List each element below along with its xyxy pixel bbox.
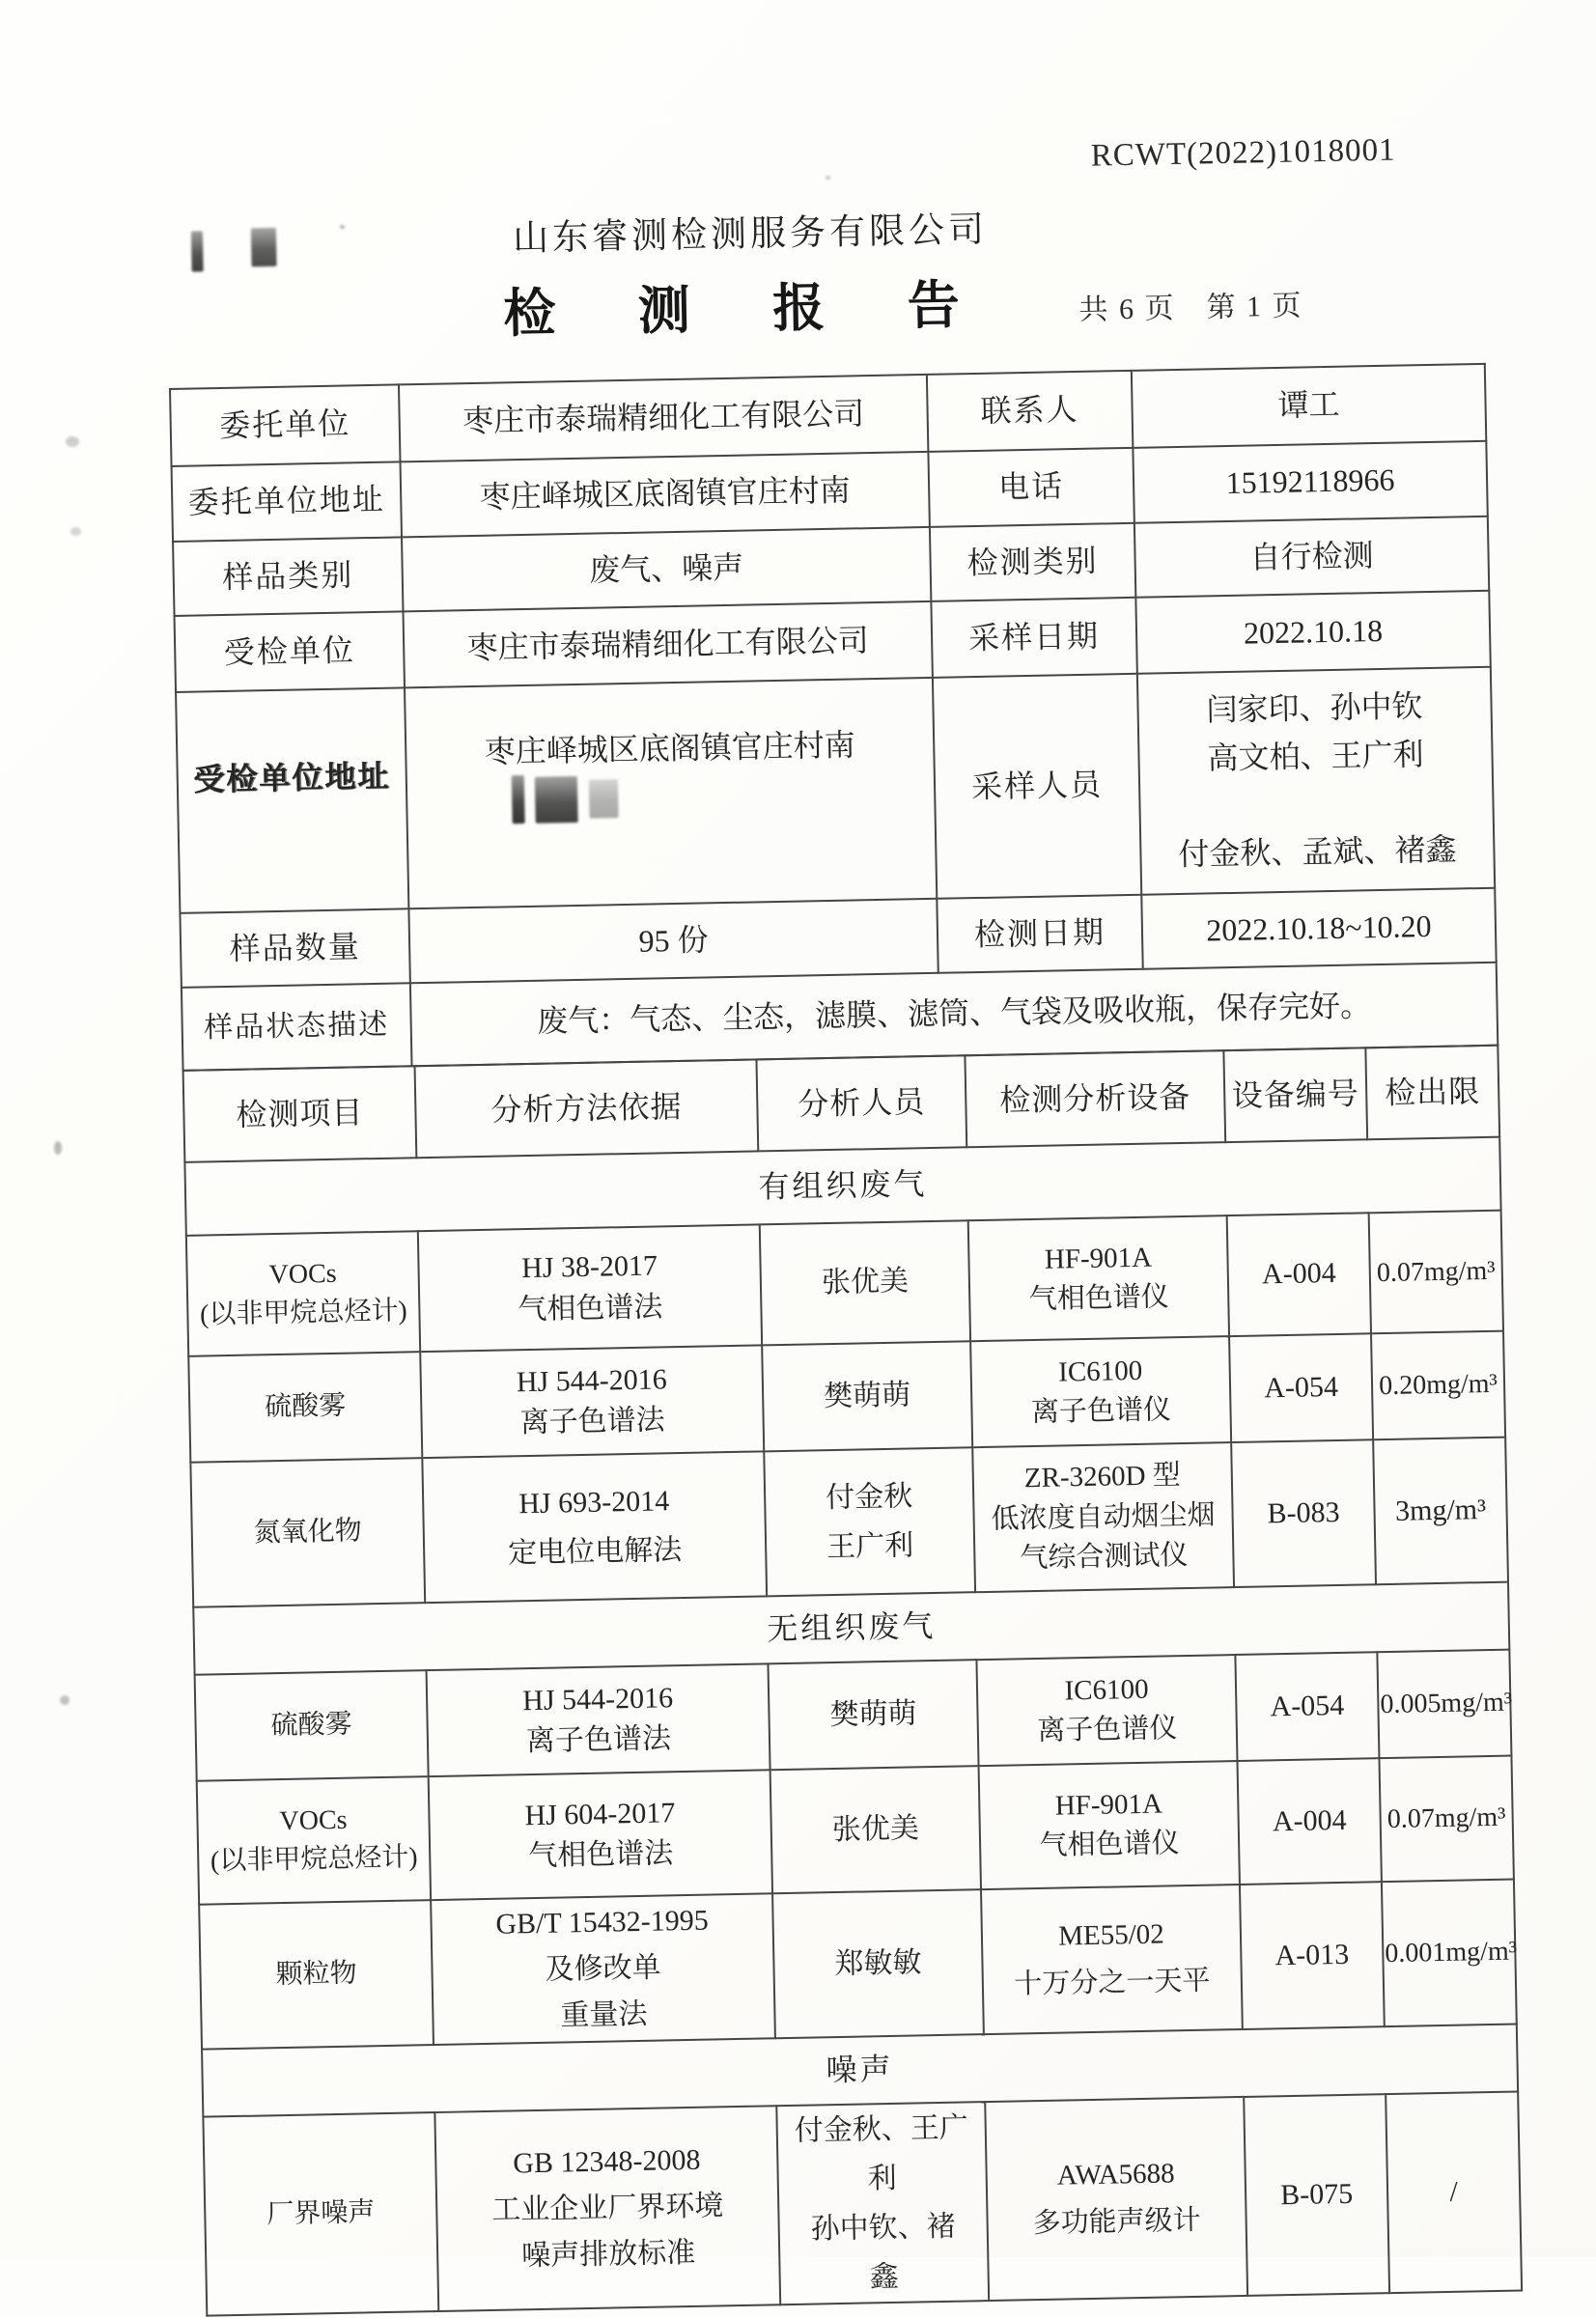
column-header: 分析人员 <box>756 1055 966 1151</box>
equipment: ZR-3260D 型 低浓度自动烟尘烟 气综合测试仪 <box>972 1442 1234 1592</box>
report-content <box>164 127 1521 2317</box>
field-label: 采样人员 <box>933 674 1141 899</box>
method-basis: HJ 544-2016 离子色谱法 <box>427 1664 770 1777</box>
field-value: 枣庄峄城区底阁镇官庄村南 <box>401 452 930 537</box>
smudged-stamp-label: 受检单位地址 <box>192 758 391 797</box>
field-label: 委托单位 <box>170 384 400 466</box>
equipment-no: B-075 <box>1244 2094 1389 2296</box>
ink-smudge <box>512 775 525 824</box>
field-label: 电话 <box>928 448 1134 527</box>
equipment-no: A-054 <box>1229 1333 1373 1442</box>
analyst: 付金秋 王广利 <box>764 1447 975 1596</box>
field-value: 2022.10.18 <box>1135 591 1490 674</box>
field-label: 联系人 <box>927 371 1133 452</box>
column-header: 检测项目 <box>183 1066 417 1162</box>
equipment-no: A-054 <box>1235 1652 1379 1761</box>
equipment: AWA5688 多功能声级计 <box>985 2097 1247 2301</box>
company-name: 山东睿测检测服务有限公司 <box>512 209 989 260</box>
test-item: 厂界噪声 <box>203 2112 438 2316</box>
field-label: 采样日期 <box>931 598 1136 678</box>
equipment: IC6100 离子色谱仪 <box>976 1655 1237 1766</box>
field-label <box>176 687 408 913</box>
report-title: 检 测 报 告 <box>502 275 995 344</box>
equipment: ME55/02 十万分之一天平 <box>981 1885 1243 2034</box>
address-text: 枣庄峄城区底阁镇官庄村南 <box>484 727 856 770</box>
section-title: 噪声 <box>202 2025 1518 2117</box>
field-value: 枣庄市泰瑞精细化工有限公司 <box>403 601 932 687</box>
field-value <box>405 678 937 909</box>
table-row <box>199 1880 1517 2050</box>
method-basis: HJ 38-2017 气相色谱法 <box>418 1225 762 1353</box>
field-label: 样品数量 <box>180 909 409 989</box>
equipment-no: A-004 <box>1238 1758 1382 1885</box>
analyst: 樊萌萌 <box>768 1660 978 1770</box>
detection-limit: 0.07mg/m³ <box>1369 1211 1503 1334</box>
field-value: 95 份 <box>408 899 938 983</box>
section-title: 无组织废气 <box>193 1582 1509 1675</box>
field-value: 闫家印、孙中钦 高文柏、王广利 付金秋、孟斌、褚鑫 <box>1137 667 1495 895</box>
field-label: 检测类别 <box>930 523 1135 601</box>
field-value: 谭工 <box>1132 364 1486 448</box>
section-title: 有组织废气 <box>184 1137 1500 1236</box>
equipment-no: A-004 <box>1227 1213 1371 1336</box>
table-row <box>176 667 1495 913</box>
method-basis: GB 12348-2008 工业企业厂界环境 噪声排放标准 <box>434 2106 780 2311</box>
method-basis: HJ 693-2014 定电位电解法 <box>422 1452 767 1604</box>
analyst: 张优美 <box>770 1766 981 1893</box>
scan-speck <box>70 527 81 536</box>
column-header: 分析方法依据 <box>415 1060 759 1159</box>
column-header: 检测分析设备 <box>965 1050 1225 1147</box>
test-item: 硫酸雾 <box>188 1352 422 1463</box>
field-value: 自行检测 <box>1134 517 1489 598</box>
column-header: 设备编号 <box>1223 1048 1367 1143</box>
scan-speck <box>66 436 79 447</box>
scan-speck <box>60 1695 70 1705</box>
detection-limit: 0.001mg/m³ <box>1382 1880 1517 2027</box>
ink-smudge <box>251 228 277 266</box>
test-item: 硫酸雾 <box>195 1670 429 1781</box>
analyst: 张优美 <box>760 1220 970 1345</box>
test-item: 颗粒物 <box>199 1900 434 2050</box>
table-row <box>203 2092 1522 2316</box>
report-info-table <box>169 363 1498 1072</box>
field-label: 检测日期 <box>937 895 1142 973</box>
analyst: 付金秋、王广利 孙中钦、褚 鑫 <box>776 2102 989 2304</box>
equipment: HF-901A 气相色谱仪 <box>979 1761 1240 1889</box>
method-basis: GB/T 15432-1995 及修改单 重量法 <box>431 1893 775 2045</box>
equipment-no: A-013 <box>1240 1882 1385 2029</box>
ink-smudge <box>589 779 619 819</box>
equipment-no: B-083 <box>1231 1439 1376 1587</box>
detection-limit: / <box>1386 2092 1522 2294</box>
scan-speck <box>54 1141 62 1155</box>
page-count: 共 6 页 第 1 页 <box>1078 290 1303 326</box>
detection-limit: 0.07mg/m³ <box>1379 1756 1513 1883</box>
test-item: 氮氧化物 <box>190 1458 425 1607</box>
analyst: 樊萌萌 <box>762 1341 972 1451</box>
field-value: 2022.10.18~10.20 <box>1141 888 1496 969</box>
detection-limit: 0.20mg/m³ <box>1371 1331 1505 1440</box>
ink-smudge <box>191 231 204 271</box>
method-basis: HJ 604-2017 气相色谱法 <box>429 1770 772 1900</box>
report-number: RCWT(2022)1018001 <box>1090 132 1396 174</box>
detection-limit: 0.005mg/m³ <box>1377 1650 1511 1759</box>
field-value: 废气：气态、尘态，滤膜、滤筒、气袋及吸收瓶，保存完好。 <box>410 963 1498 1067</box>
column-header: 检出限 <box>1365 1046 1499 1140</box>
method-table <box>182 1045 1524 2317</box>
detection-limit: 3mg/m³ <box>1373 1438 1508 1585</box>
field-label: 样品类别 <box>173 537 403 616</box>
method-basis: HJ 544-2016 离子色谱法 <box>420 1346 764 1459</box>
title-row <box>167 265 1483 351</box>
table-row <box>190 1438 1508 1607</box>
test-item: VOCs (以非甲烷总烃计) <box>197 1776 431 1905</box>
field-label: 样品状态描述 <box>182 984 412 1072</box>
analyst: 郑敏敏 <box>772 1889 984 2038</box>
field-value: 枣庄市泰瑞精细化工有限公司 <box>399 375 928 461</box>
test-item: VOCs (以非甲烷总烃计) <box>186 1231 420 1356</box>
field-value: 废气、噪声 <box>402 527 931 611</box>
field-value: 15192118966 <box>1133 441 1487 523</box>
equipment: HF-901A 气相色谱仪 <box>968 1215 1229 1341</box>
ink-smudge <box>535 776 578 824</box>
field-label: 委托单位地址 <box>172 461 402 542</box>
field-label: 受检单位 <box>175 611 405 692</box>
equipment: IC6100 离子色谱仪 <box>970 1336 1231 1447</box>
